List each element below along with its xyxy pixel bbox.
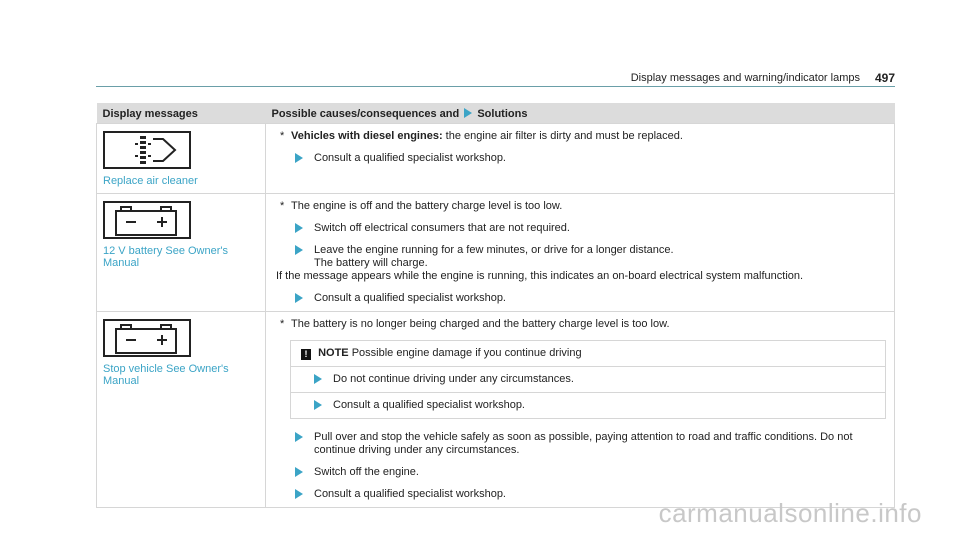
column-header-solutions-prefix: Possible causes/consequences and <box>271 107 460 120</box>
arrow-icon <box>314 374 322 384</box>
solution-text: Pull over and stop the vehicle safely as soon as possible, paying attention to road and traffic conditions. Do not continue driving under any circumstances. <box>314 431 853 456</box>
solution-step <box>276 244 884 270</box>
battery-icon <box>103 201 191 239</box>
solution-text: Switch off electrical consumers that are not required. <box>314 222 570 234</box>
column-header-solutions-suffix: Solutions <box>477 107 528 120</box>
solution-text: Switch off the engine. <box>314 466 419 478</box>
arrow-icon <box>295 489 303 499</box>
notice-box <box>290 340 886 419</box>
watermark: carmanualsonline.info <box>658 498 922 528</box>
solutions-cell <box>266 124 895 194</box>
table-row <box>97 194 895 312</box>
arrow-icon <box>464 108 472 118</box>
solution-step <box>276 431 884 457</box>
table-header-row <box>97 103 895 124</box>
notice-item <box>291 367 885 393</box>
cause-text: The engine is off and the battery charge level is too low. <box>291 200 563 212</box>
solution-step <box>276 222 884 235</box>
display-cell <box>97 194 266 312</box>
arrow-icon <box>314 400 322 410</box>
arrow-icon <box>295 432 303 442</box>
display-cell <box>97 312 266 508</box>
cause-text: the engine air filter is dirty and must be replaced. <box>442 130 683 142</box>
solution-text: Consult a qualified specialist workshop. <box>314 292 506 304</box>
display-messages-table <box>96 103 895 508</box>
solution-step <box>276 292 884 305</box>
battery-icon <box>103 319 191 357</box>
table-row <box>97 312 895 508</box>
notice-item-text: Consult a qualified specialist workshop. <box>333 399 525 411</box>
display-label: Replace air cleaner <box>103 175 198 187</box>
solution-text: Consult a qualified specialist workshop. <box>314 152 506 164</box>
page-header <box>0 0 960 88</box>
column-header-display: Display messages <box>97 103 266 124</box>
notice-header <box>291 341 885 367</box>
display-cell <box>97 124 266 194</box>
column-header-solutions <box>266 103 895 124</box>
display-label: Stop vehicle See Owner's Manual <box>103 363 229 387</box>
display-label: 12 V battery See Owner's Manual <box>103 245 228 269</box>
solutions-cell <box>266 194 895 312</box>
notice-title: NOTE <box>318 347 349 359</box>
header-rule <box>96 86 895 87</box>
header-title: Display messages and warning/indicator lamps <box>630 72 860 84</box>
air-filter-icon <box>103 131 191 169</box>
cause-line: * Vehicles with diesel engines: the engine air filter is dirty and must be replaced. <box>280 130 683 142</box>
notice-item <box>291 393 885 418</box>
arrow-icon <box>295 153 303 163</box>
cause-line: * The battery is no longer being charged and the battery charge level is too low. <box>280 318 670 330</box>
warning-icon: ! <box>301 349 311 360</box>
notice-text: Possible engine damage if you continue driving <box>351 347 582 359</box>
solution-step <box>276 152 884 165</box>
solution-extra: The battery will charge. <box>314 257 428 269</box>
solutions-cell <box>266 312 895 508</box>
notice-item-text: Do not continue driving under any circumstances. <box>333 373 574 385</box>
solution-text: Consult a qualified specialist workshop. <box>314 488 506 500</box>
arrow-icon <box>295 245 303 255</box>
cause-line: * The engine is off and the battery charge level is too low. <box>280 200 563 212</box>
arrow-icon <box>295 223 303 233</box>
malfunction-note: If the message appears while the engine is running, this indicates an on-board electrical system malfunction. <box>276 270 804 282</box>
solution-step <box>276 466 884 479</box>
solution-text: Leave the engine running for a few minutes, or drive for a longer distance. <box>314 244 674 256</box>
cause-bold: Vehicles with diesel engines: <box>291 130 443 142</box>
arrow-icon <box>295 467 303 477</box>
cause-text: The battery is no longer being charged and the battery charge level is too low. <box>291 318 670 330</box>
page-number: 497 <box>874 71 895 85</box>
table-row <box>97 124 895 194</box>
arrow-icon <box>295 293 303 303</box>
